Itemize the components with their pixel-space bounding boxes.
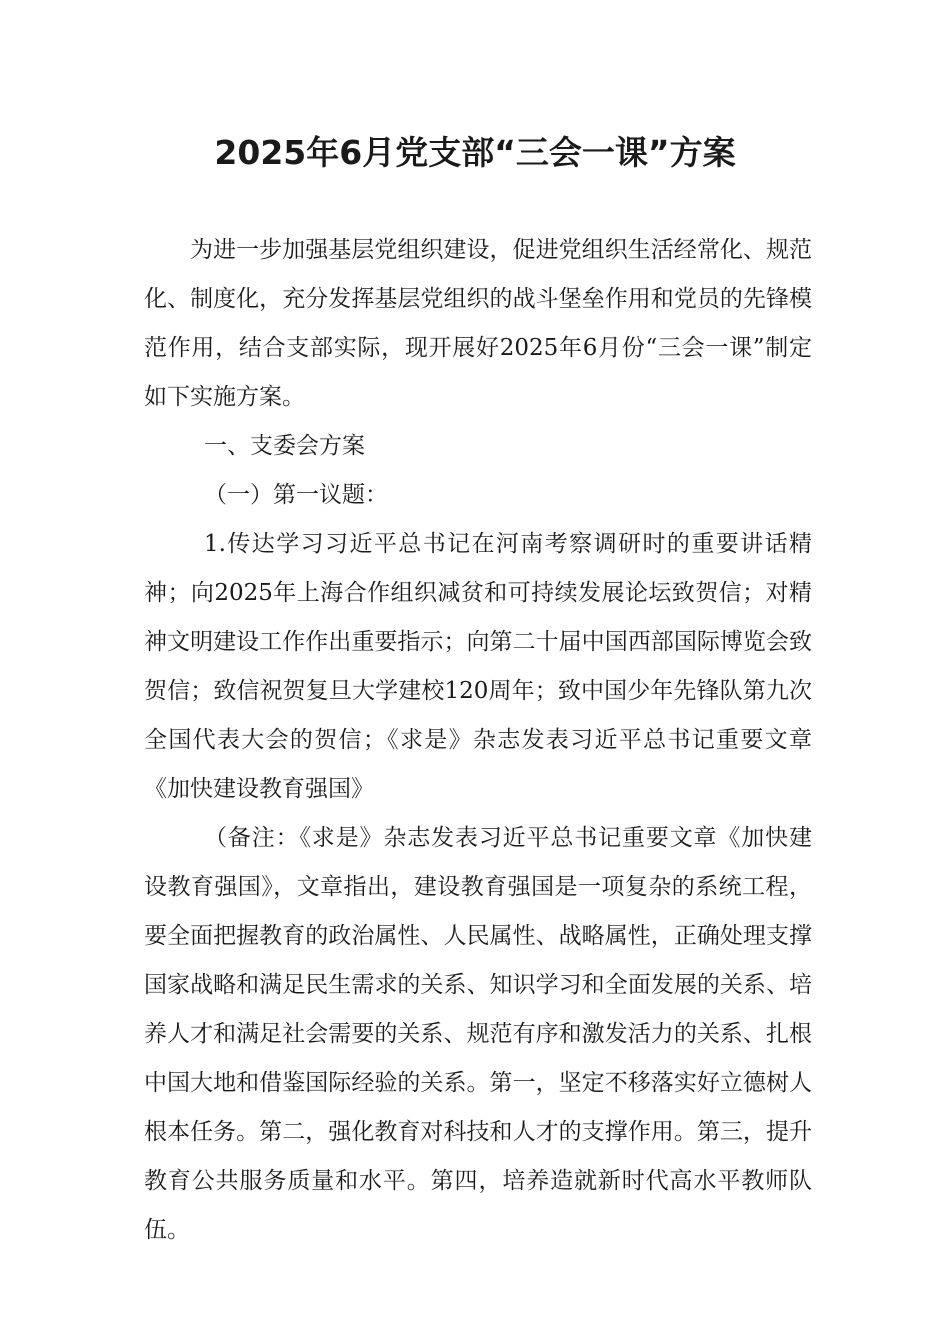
remark-paragraph: （备注：《求是》杂志发表习近平总书记重要文章《加快建设教育强国》，文章指出，建设教育强国是一项复杂的系统工程，要全面把握教育的政治属性、人民属性、战略属性，正确处理支撑国家战略和满足民生需求的关系、知识学习和全面发展的关系、培养人才和满足社会需要的关系、规范有序和激发活力的关系、扎根中国大地和借鉴国际经验的关系。第一，坚定不移落实好立德树人根本任务。第二，强化教育对科技和人才的支撑作用。第三，提升教育公共服务质量和水平。第四，培养造就新时代高水平教师队伍。 xyxy=(144,825,812,1243)
subsection-heading-first-topic: （一）第一议题： xyxy=(204,482,388,508)
section-heading-branch-committee: 一、支委会方案 xyxy=(204,433,365,459)
document-title: 2025年6月党支部“三会一课”方案 xyxy=(214,133,736,172)
intro-paragraph: 为进一步加强基层党组织建设，促进党组织生活经常化、规范化、制度化，充分发挥基层党组织的战斗堡垒作用和党员的先锋模范作用，结合支部实际，现开展好2025年6月份“三会一课”制定如下实施方案。 xyxy=(144,237,812,410)
topic-item-1: 1.传达学习习近平总书记在河南考察调研时的重要讲话精神；向2025年上海合作组织减贫和可持续发展论坛致贺信；对精神文明建设工作作出重要指示；向第二十届中国西部国际博览会致贺信；致信祝贺复旦大学建校120周年；致中国少年先锋队第九次全国代表大会的贺信；《求是》杂志发表习近平总书记重要文章《加快建设教育强国》 xyxy=(144,531,812,802)
document-body xyxy=(144,226,812,1255)
